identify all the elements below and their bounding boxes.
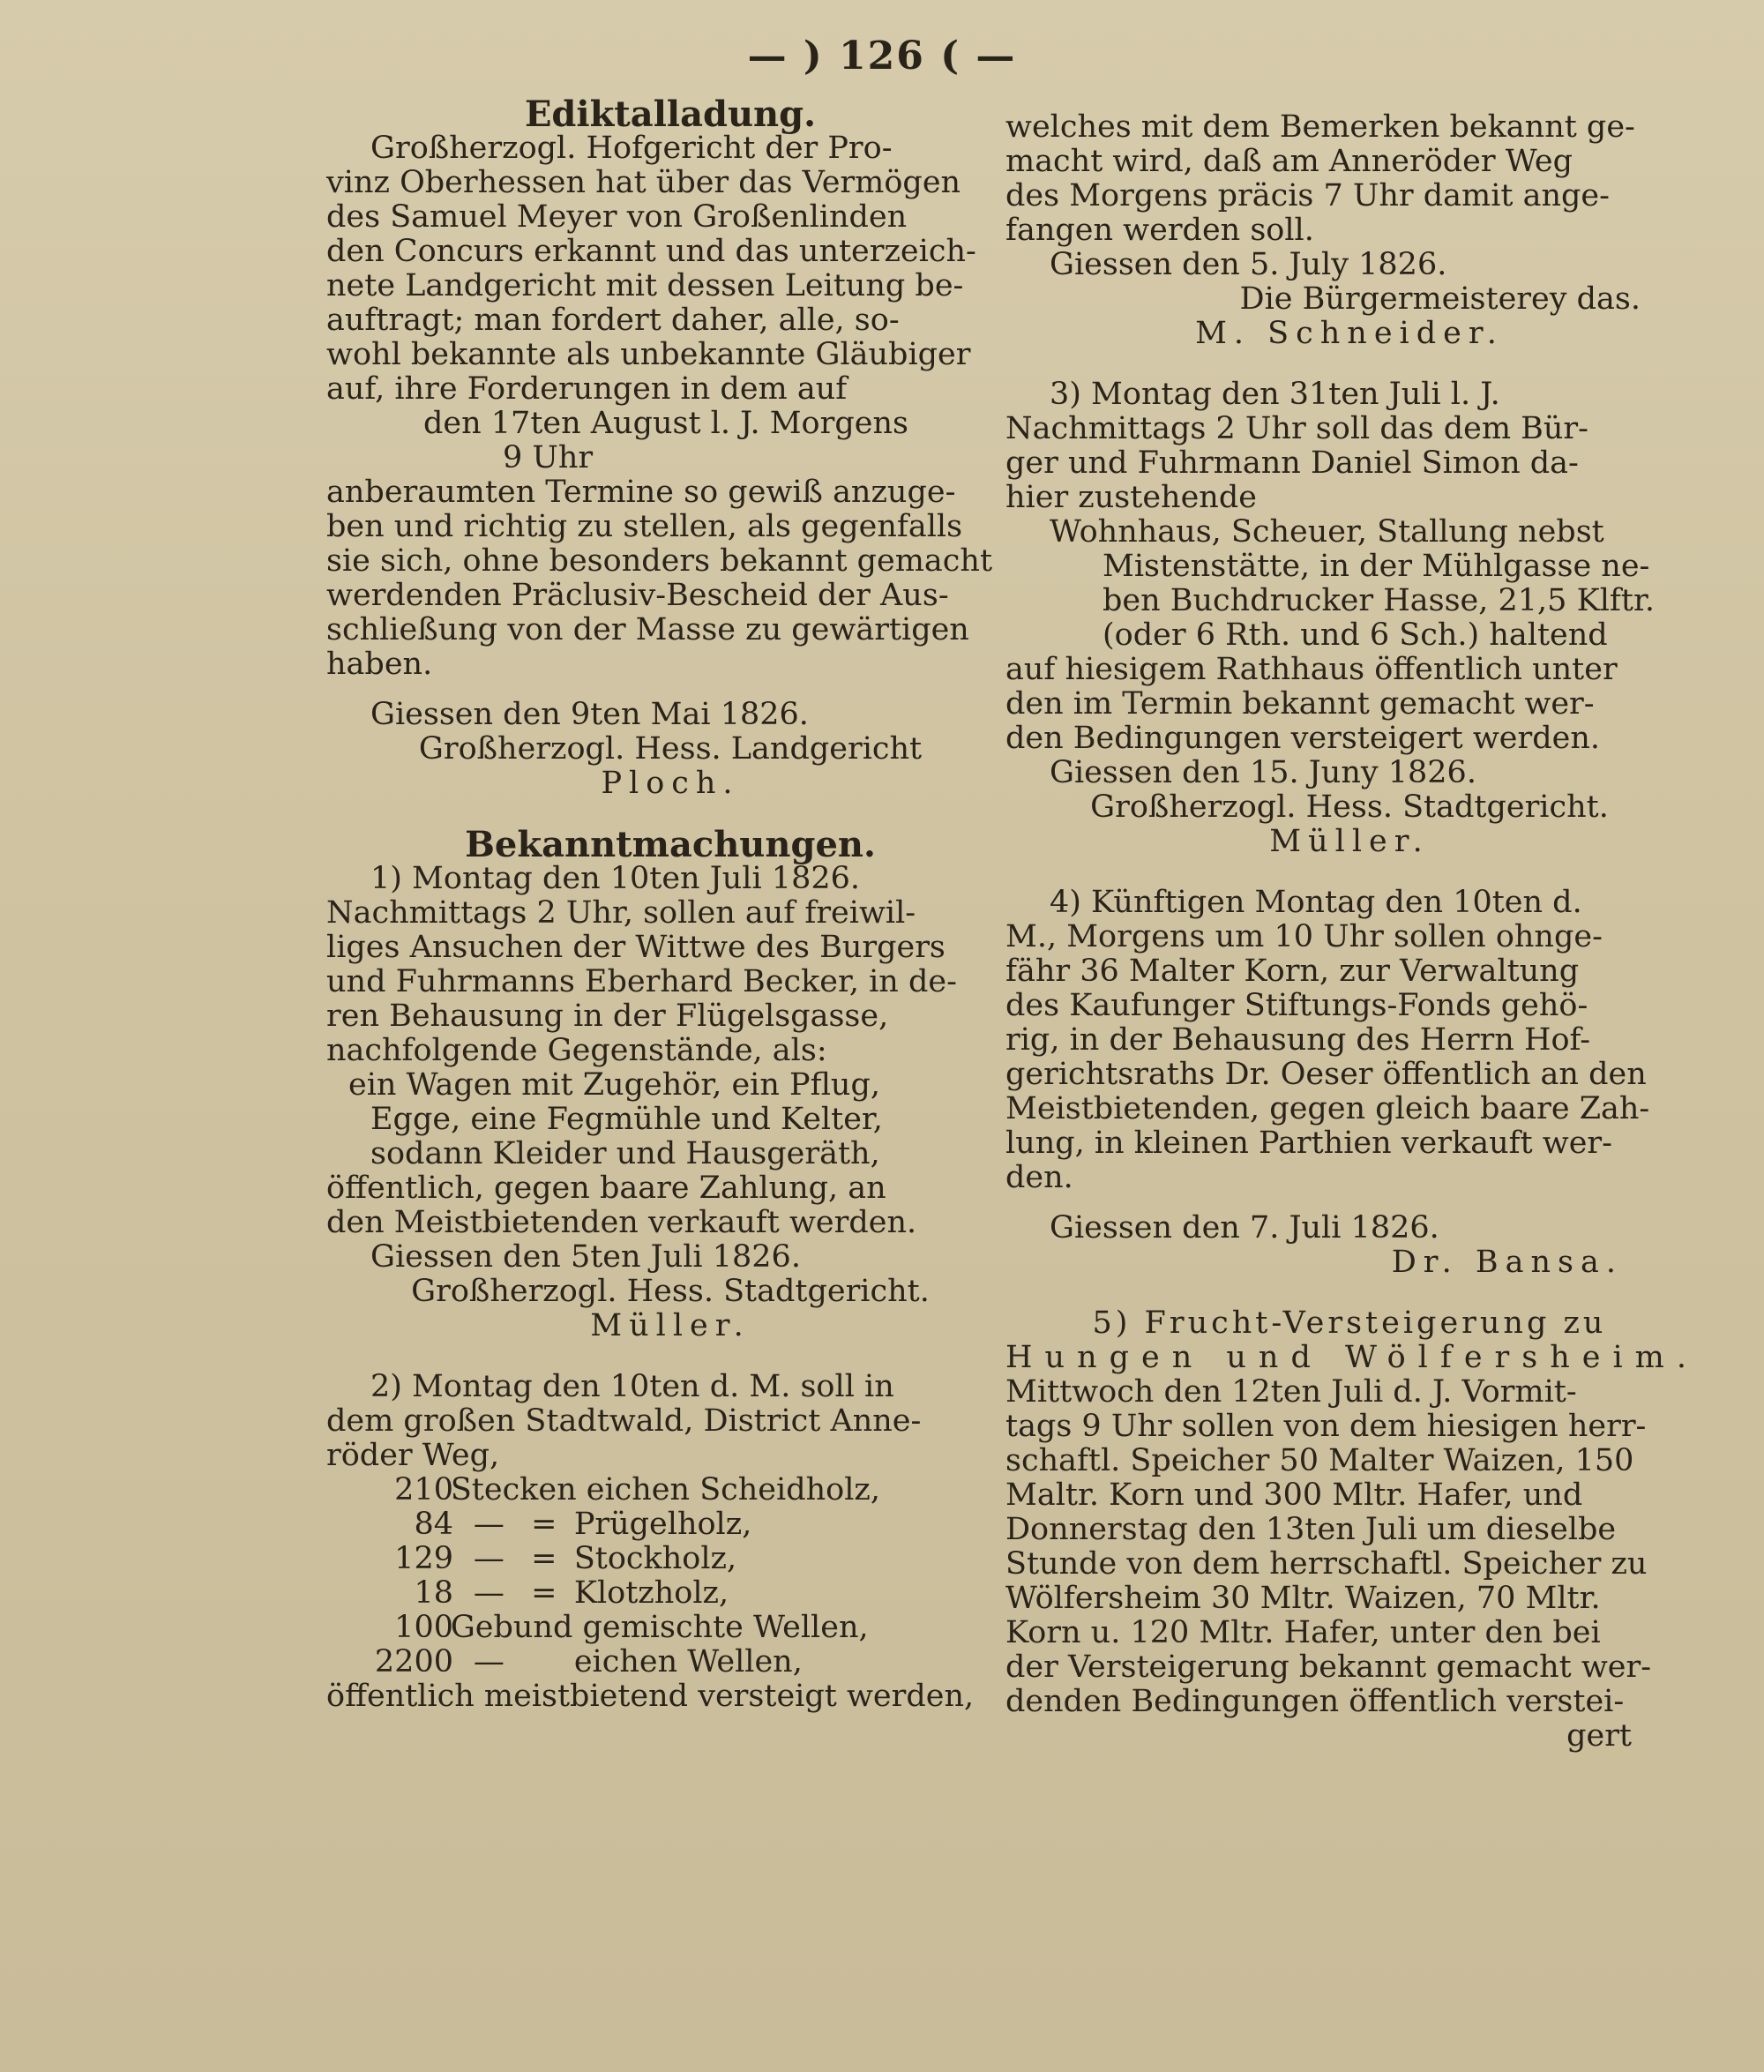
wood-table bbox=[362, 1473, 1014, 1679]
text-line: 2) Montag den 10ten d. M. soll in bbox=[370, 1369, 894, 1404]
text-line: werdenden Präclusiv-Bescheid der Aus- bbox=[326, 578, 949, 613]
text-line: röder Weg, bbox=[326, 1438, 500, 1473]
text-line: Donnerstag den 13ten Juli um dieselbe bbox=[1005, 1512, 1617, 1547]
table-row: 210 Stecken eichen Scheidholz, bbox=[394, 1472, 880, 1507]
list-item: Egge, eine Fegmühle und Kelter, bbox=[370, 1102, 883, 1137]
text-line: den Bedingungen versteigert werden. bbox=[1005, 721, 1601, 756]
text-line: vinz Oberhessen hat über das Vermögen bbox=[326, 165, 961, 200]
signature: Dr. Bansa. bbox=[1391, 1245, 1623, 1280]
text-line: Maltr. Korn und 300 Mltr. Hafer, und bbox=[1005, 1477, 1583, 1513]
text-line: Nachmittags 2 Uhr soll das dem Bür- bbox=[1005, 411, 1588, 446]
text-line: öffentlich, gegen baare Zahlung, an bbox=[326, 1171, 886, 1206]
text-line: welches mit dem Bemerken bekannt ge- bbox=[1005, 109, 1635, 145]
text-line: 3) Montag den 31ten Juli l. J. bbox=[1050, 377, 1500, 412]
court-name: Großherzogl. Hess. Landgericht bbox=[418, 731, 923, 767]
list-item: Wohnhaus, Scheuer, Stallung nebst bbox=[1050, 514, 1604, 550]
text-line: nete Landgericht mit dessen Leitung be- bbox=[326, 268, 964, 303]
place-date: Giessen den 15. Juny 1826. bbox=[1050, 755, 1476, 790]
text-line: wohl bekannte als unbekannte Gläubiger bbox=[326, 337, 971, 372]
text-line: ren Behausung in der Flügelsgasse, bbox=[326, 999, 889, 1034]
text-line: sie sich, ohne besonders bekannt gemacht bbox=[326, 543, 993, 579]
list-item: ben Buchdrucker Hasse, 21,5 Klftr. bbox=[1102, 583, 1655, 618]
section-title-ediktalladung: Ediktalladung. bbox=[524, 94, 817, 135]
text-line: gerichtsraths Dr. Oeser öffentlich an den bbox=[1005, 1057, 1647, 1092]
page-header: — ) 126 ( — bbox=[747, 34, 1017, 79]
office-name: Die Bürgermeisterey das. bbox=[1239, 281, 1641, 317]
right-column bbox=[1005, 109, 1699, 1754]
text-line: ger und Fuhrmann Daniel Simon da- bbox=[1005, 445, 1579, 481]
text-line: ben und richtig zu stellen, als gegenfalls bbox=[326, 509, 963, 544]
text-line: auftragt; man fordert daher, alle, so- bbox=[326, 303, 900, 338]
table-row: 84 — = Prügelholz, bbox=[414, 1507, 752, 1542]
list-item: sodann Kleider und Hausgeräth, bbox=[370, 1136, 880, 1171]
table-row: 129 — = Stockholz, bbox=[394, 1541, 737, 1576]
text-line: fangen werden soll. bbox=[1005, 213, 1314, 248]
text-line: schließung von der Masse zu gewärtigen bbox=[326, 612, 969, 647]
text-line: auf hiesigem Rathhaus öffentlich unter bbox=[1005, 652, 1618, 687]
text-line: öffentlich meistbietend versteigt werden, bbox=[326, 1679, 975, 1714]
text-line: den Meistbietenden verkauft werden. bbox=[326, 1205, 917, 1240]
text-line: 9 Uhr bbox=[503, 440, 594, 475]
text-line: des Morgens präcis 7 Uhr damit ange- bbox=[1005, 178, 1610, 213]
text-line: und Fuhrmanns Eberhard Becker, in de- bbox=[326, 964, 957, 999]
text-line: hier zustehende bbox=[1005, 480, 1257, 515]
catchword: gert bbox=[1566, 1718, 1632, 1754]
text-line: den. bbox=[1005, 1160, 1073, 1195]
table-row: 2200 — eichen Wellen, bbox=[374, 1644, 803, 1679]
text-line: tags 9 Uhr sollen von dem hiesigen herr- bbox=[1005, 1409, 1647, 1444]
text-line: 5) Frucht-Versteigerung zu bbox=[1092, 1305, 1607, 1341]
section-title-bekanntmachungen: Bekanntmachungen. bbox=[465, 824, 876, 865]
text-line: Stunde von dem herrschaftl. Speicher zu bbox=[1005, 1546, 1648, 1582]
text-line: liges Ansuchen der Wittwe des Burgers bbox=[326, 930, 946, 965]
text-line: den im Termin bekannt gemacht wer- bbox=[1005, 686, 1595, 722]
text-line: nachfolgende Gegenstände, als: bbox=[326, 1033, 827, 1068]
signature: Müller. bbox=[1269, 824, 1430, 859]
table-row: 100 Gebund gemischte Wellen, bbox=[394, 1610, 869, 1645]
text-line: Korn u. 120 Mltr. Hafer, unter den bei bbox=[1005, 1615, 1601, 1650]
text-line: 4) Künftigen Montag den 10ten d. bbox=[1050, 885, 1582, 920]
text-line: fähr 36 Malter Korn, zur Verwaltung bbox=[1005, 954, 1580, 989]
text-line: des Samuel Meyer von Großenlinden bbox=[326, 199, 908, 235]
court-name: Großherzogl. Hess. Stadtgericht. bbox=[1090, 789, 1609, 825]
table-row: 18 — = Klotzholz, bbox=[414, 1575, 729, 1611]
place-date: Giessen den 5ten Juli 1826. bbox=[370, 1239, 801, 1275]
text-line: haben. bbox=[326, 647, 433, 682]
signature: Ploch. bbox=[601, 766, 740, 801]
text-line: denden Bedingungen öffentlich verstei- bbox=[1005, 1684, 1625, 1719]
signature: M. Schneider. bbox=[1195, 316, 1504, 351]
text-line: Mittwoch den 12ten Juli d. J. Vormit- bbox=[1005, 1374, 1577, 1410]
text-line: dem großen Stadtwald, District Anne- bbox=[326, 1403, 922, 1439]
text-line: der Versteigerung bekannt gemacht wer- bbox=[1005, 1649, 1652, 1685]
text-line: Großherzogl. Hofgericht der Pro- bbox=[370, 131, 893, 166]
place-date: Giessen den 7. Juli 1826. bbox=[1050, 1210, 1439, 1245]
text-line: auf, ihre Forderungen in dem auf bbox=[326, 371, 848, 407]
text-line: anberaumten Termine so gewiß anzuge- bbox=[326, 475, 956, 510]
list-item: Mistenstätte, in der Mühlgasse ne- bbox=[1102, 549, 1650, 584]
text-line: schaftl. Speicher 50 Malter Waizen, 150 bbox=[1005, 1443, 1634, 1478]
court-name: Großherzogl. Hess. Stadtgericht. bbox=[411, 1274, 930, 1309]
text-line: Hungen und Wölfersheim. bbox=[1005, 1340, 1699, 1375]
text-line: des Kaufunger Stiftungs-Fonds gehö- bbox=[1005, 988, 1588, 1023]
text-line: den 17ten August l. J. Morgens bbox=[423, 406, 908, 441]
text-line: rig, in der Behausung des Herrn Hof- bbox=[1005, 1022, 1591, 1058]
place-date: Giessen den 5. July 1826. bbox=[1050, 247, 1447, 282]
text-line: Wölfersheim 30 Mltr. Waizen, 70 Mltr. bbox=[1005, 1581, 1601, 1616]
list-item: ein Wagen mit Zugehör, ein Pflug, bbox=[348, 1067, 880, 1103]
list-item: (oder 6 Rth. und 6 Sch.) haltend bbox=[1102, 617, 1608, 653]
text-line: den Concurs erkannt und das unterzeich- bbox=[326, 234, 976, 269]
text-line: M., Morgens um 10 Uhr sollen ohnge- bbox=[1005, 919, 1603, 954]
place-date: Giessen den 9ten Mai 1826. bbox=[370, 697, 809, 732]
text-line: Meistbietenden, gegen gleich baare Zah- bbox=[1005, 1091, 1650, 1126]
text-line: Nachmittags 2 Uhr, sollen auf freiwil- bbox=[326, 895, 916, 931]
text-line: lung, in kleinen Parthien verkauft wer- bbox=[1005, 1126, 1612, 1161]
text-line: 1) Montag den 10ten Juli 1826. bbox=[370, 861, 861, 896]
text-line: macht wird, daß am Anneröder Weg bbox=[1005, 144, 1573, 179]
signature: Müller. bbox=[590, 1308, 751, 1343]
left-column bbox=[326, 94, 1014, 1714]
